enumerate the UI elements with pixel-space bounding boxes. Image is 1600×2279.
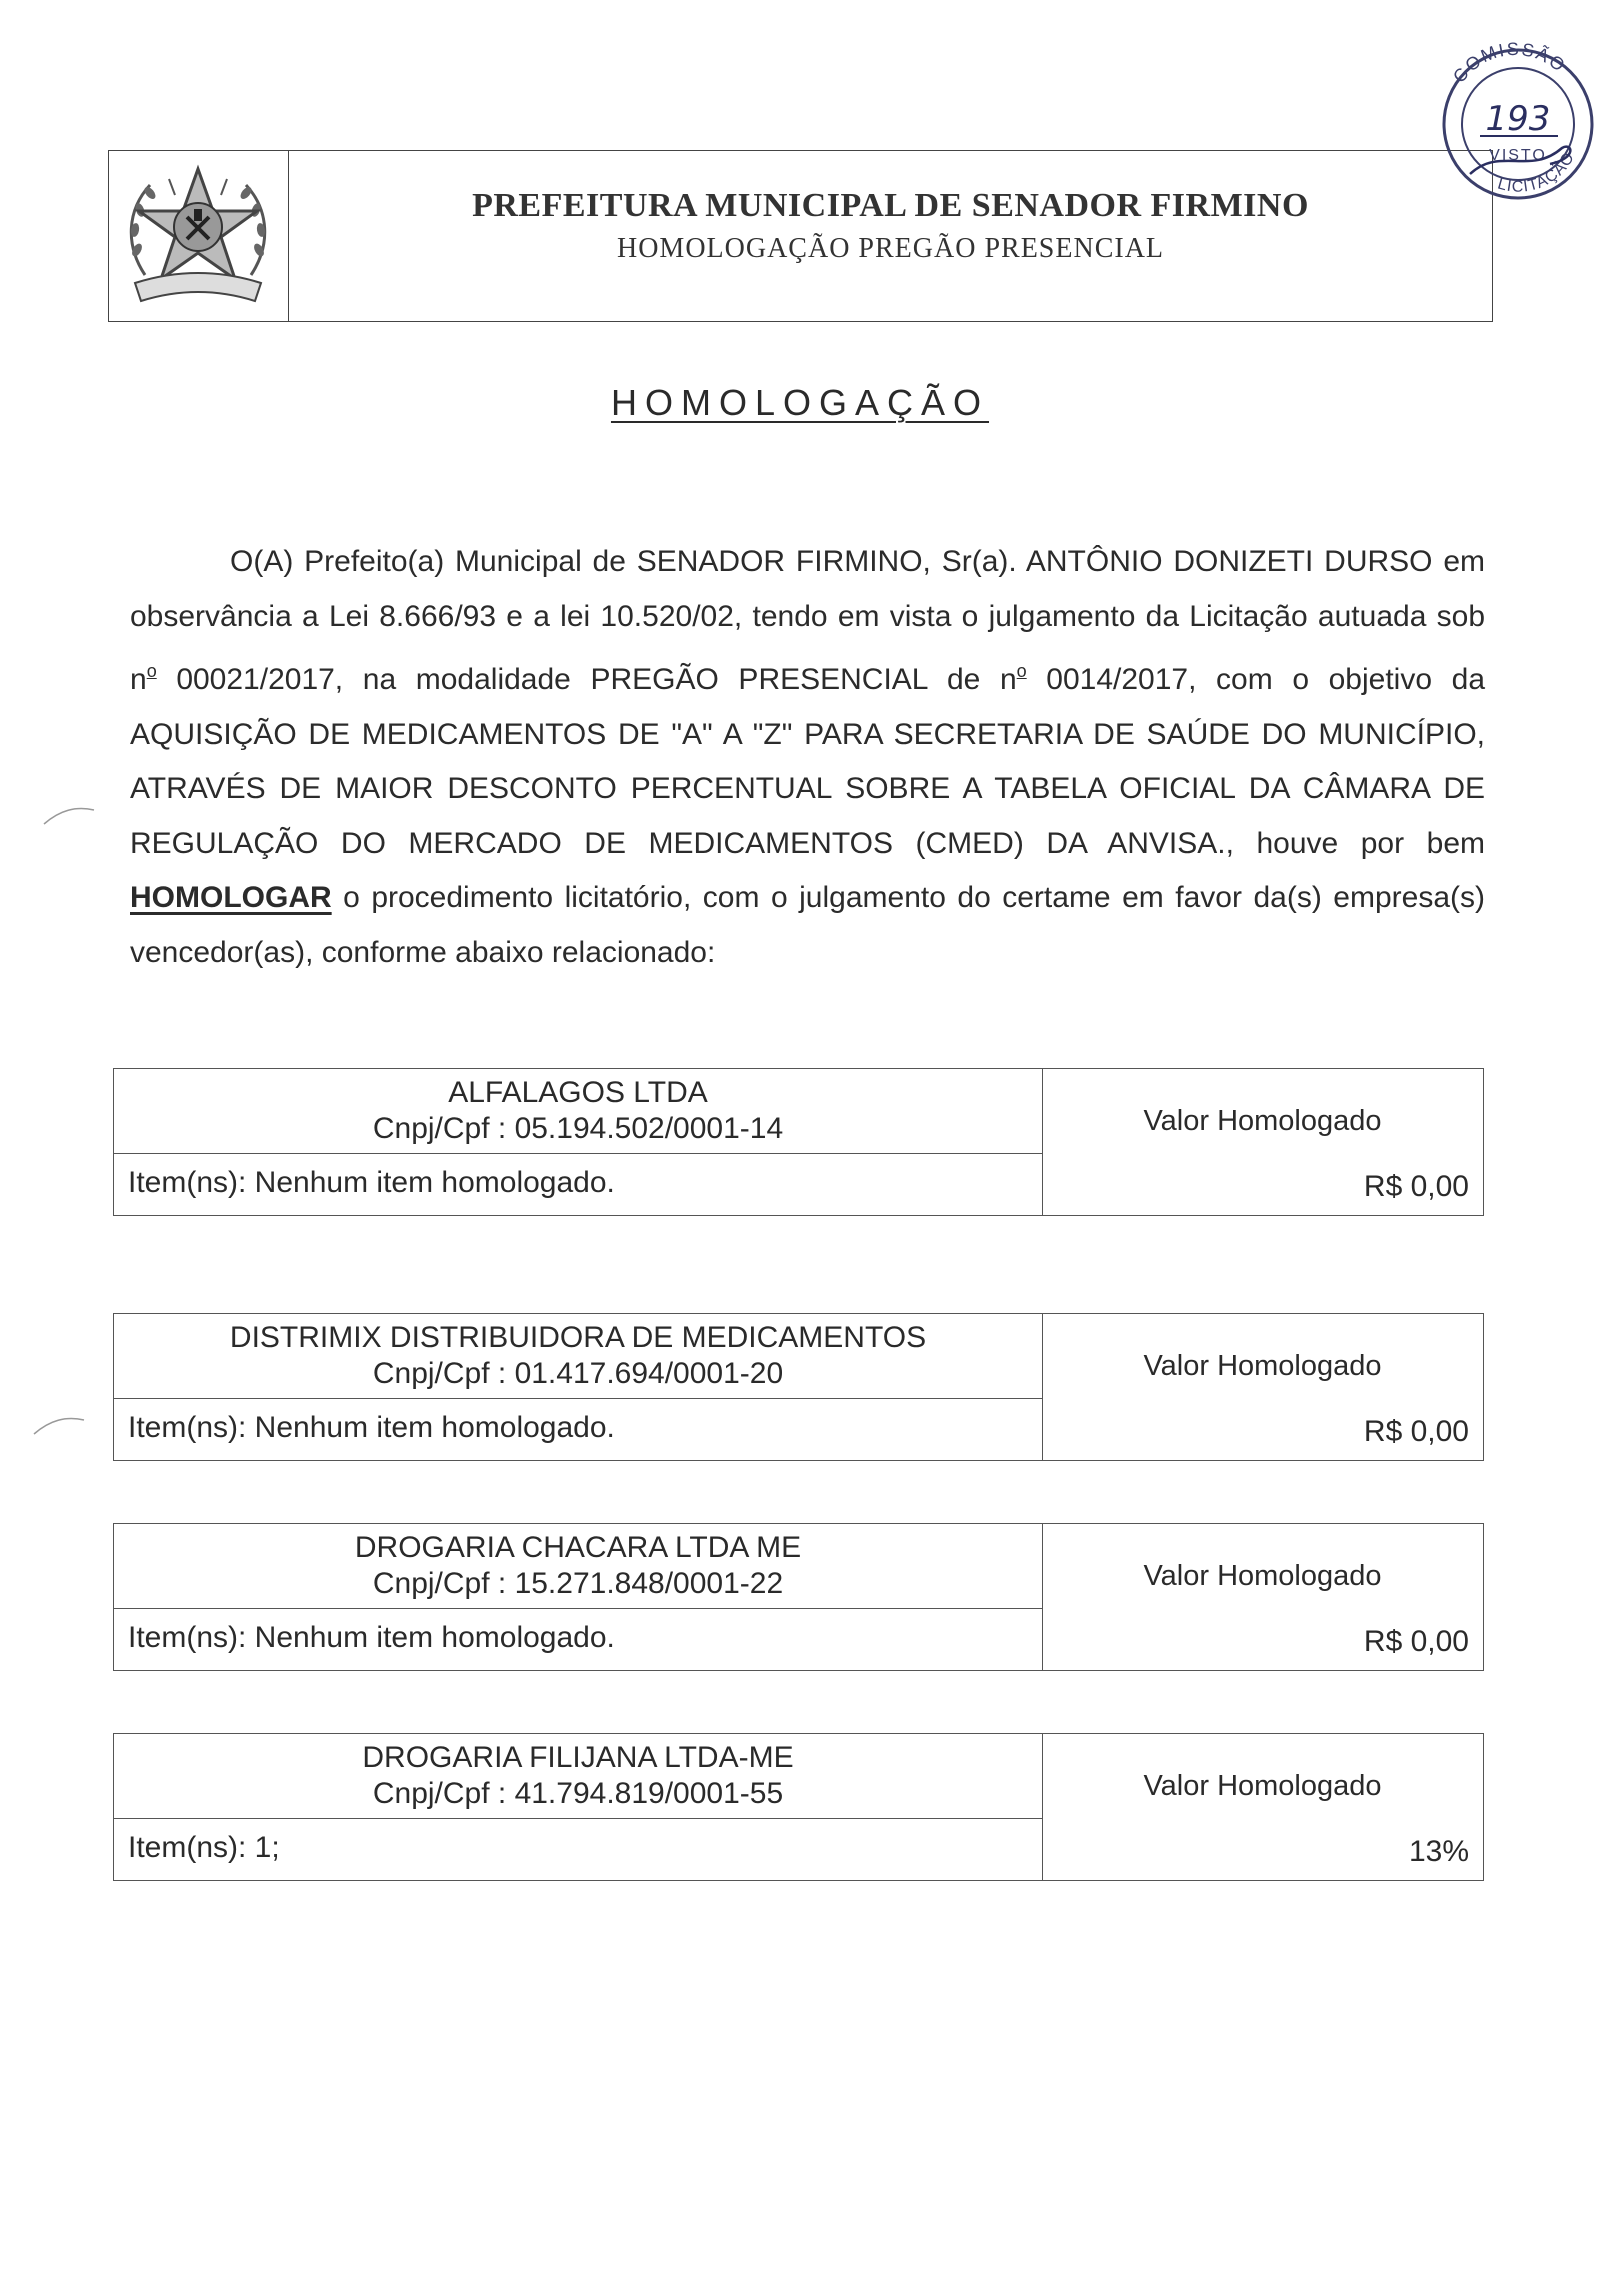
vendor-grid xyxy=(113,1313,1484,1461)
vendor-divider-vertical xyxy=(1042,1069,1043,1215)
homologar-emphasis: HOMOLOGAR xyxy=(130,881,332,914)
vendor-items: Item(ns): 1; xyxy=(128,1831,280,1864)
vendor-valor: R$ 0,00 xyxy=(1363,1170,1469,1203)
vendor-divider-vertical xyxy=(1042,1734,1043,1880)
document-header xyxy=(108,150,1493,322)
vendor-table xyxy=(113,1523,1484,1671)
vendor-valor-label: Valor Homologado xyxy=(1143,1770,1382,1802)
vendor-grid xyxy=(113,1523,1484,1671)
vendor-divider-horizontal xyxy=(114,1153,1042,1154)
vendor-name: DROGARIA CHACARA LTDA ME xyxy=(354,1531,802,1564)
header-subtitle: HOMOLOGAÇÃO PREGÃO PRESENCIAL xyxy=(616,233,1165,264)
vendor-items: Item(ns): Nenhum item homologado. xyxy=(128,1621,615,1654)
coat-of-arms-cell xyxy=(109,151,289,321)
vendor-cnpj: Cnpj/Cpf : 15.271.848/0001-22 xyxy=(372,1567,784,1600)
vendor-divider-horizontal xyxy=(114,1818,1042,1819)
margin-mark xyxy=(40,800,100,830)
vendor-cnpj: Cnpj/Cpf : 05.194.502/0001-14 xyxy=(372,1112,784,1145)
vendor-valor-label: Valor Homologado xyxy=(1143,1350,1382,1382)
stamp-top-text: COMISSÃO xyxy=(1449,38,1571,87)
vendor-items: Item(ns): Nenhum item homologado. xyxy=(128,1166,615,1199)
vendor-valor: 13% xyxy=(1408,1835,1469,1868)
vendor-name: DROGARIA FILIJANA LTDA-ME xyxy=(362,1741,794,1774)
ordinal-indicator-2: o xyxy=(1016,661,1027,681)
vendor-cnpj: Cnpj/Cpf : 01.417.694/0001-20 xyxy=(372,1357,784,1390)
vendor-divider-vertical xyxy=(1042,1524,1043,1670)
coat-of-arms-icon xyxy=(115,155,281,315)
vendor-valor: R$ 0,00 xyxy=(1363,1415,1469,1448)
stamp-number: 193 xyxy=(1485,99,1551,139)
vendor-valor: R$ 0,00 xyxy=(1363,1625,1469,1658)
vendor-table xyxy=(113,1068,1484,1216)
body-part-4: o procedimento licitatório, com o julgamento do certame em favor da(s) empresa(s) vencedor(as), conforme abaixo relacionado: xyxy=(130,881,1485,969)
vendor-divider-horizontal xyxy=(114,1608,1042,1609)
section-title xyxy=(0,382,1600,424)
vendor-table xyxy=(113,1313,1484,1461)
stamp-bottom-text: LICITAÇÃO xyxy=(1495,149,1579,196)
vendor-cnpj: Cnpj/Cpf : 41.794.819/0001-55 xyxy=(372,1777,784,1810)
header-text xyxy=(289,151,1492,321)
body-part-2: 00021/2017, na modalidade PREGÃO PRESENCIAL de n xyxy=(156,663,1017,696)
ordinal-indicator-1: o xyxy=(146,661,157,681)
vendor-name: ALFALAGOS LTDA xyxy=(448,1076,708,1109)
body-part-1: O(A) Prefeito(a) Municipal de SENADOR FIRMINO, Sr(a). ANTÔNIO DONIZETI DURSO em observância a Lei 8.666/93 e a lei 10.520/02, tendo em vista o julgamento da Licitação autuada sob n xyxy=(130,545,1485,696)
header-title: PREFEITURA MUNICIPAL DE SENADOR FIRMINO xyxy=(472,187,1309,224)
vendor-items: Item(ns): Nenhum item homologado. xyxy=(128,1411,615,1444)
vendor-table xyxy=(113,1733,1484,1881)
section-title-text: HOMOLOGAÇÃO xyxy=(610,382,990,423)
vendor-name: DISTRIMIX DISTRIBUIDORA DE MEDICAMENTOS xyxy=(229,1321,927,1354)
vendor-valor-label: Valor Homologado xyxy=(1143,1560,1382,1592)
stamp-middle-text: VISTO xyxy=(1489,147,1547,164)
body-paragraph xyxy=(130,535,1485,980)
vendor-divider-horizontal xyxy=(114,1398,1042,1399)
margin-mark xyxy=(30,1410,90,1440)
commission-stamp-icon xyxy=(1430,26,1600,206)
vendor-grid xyxy=(113,1733,1484,1881)
vendor-valor-label: Valor Homologado xyxy=(1143,1105,1382,1137)
body-part-3: 0014/2017, com o objetivo da AQUISIÇÃO DE MEDICAMENTOS DE "A" A "Z" PARA SECRETARIA DE SAÚDE DO MUNICÍPIO, ATRAVÉS DE MAIOR DESCONTO PERCENTUAL SOBRE A TABELA OFICIAL DA CÂMARA DE REGULAÇÃO DO MERCADO DE MEDICAMENTOS (CMED) DA ANVISA., houve por bem xyxy=(130,663,1485,860)
vendor-grid xyxy=(113,1068,1484,1216)
vendor-divider-vertical xyxy=(1042,1314,1043,1460)
